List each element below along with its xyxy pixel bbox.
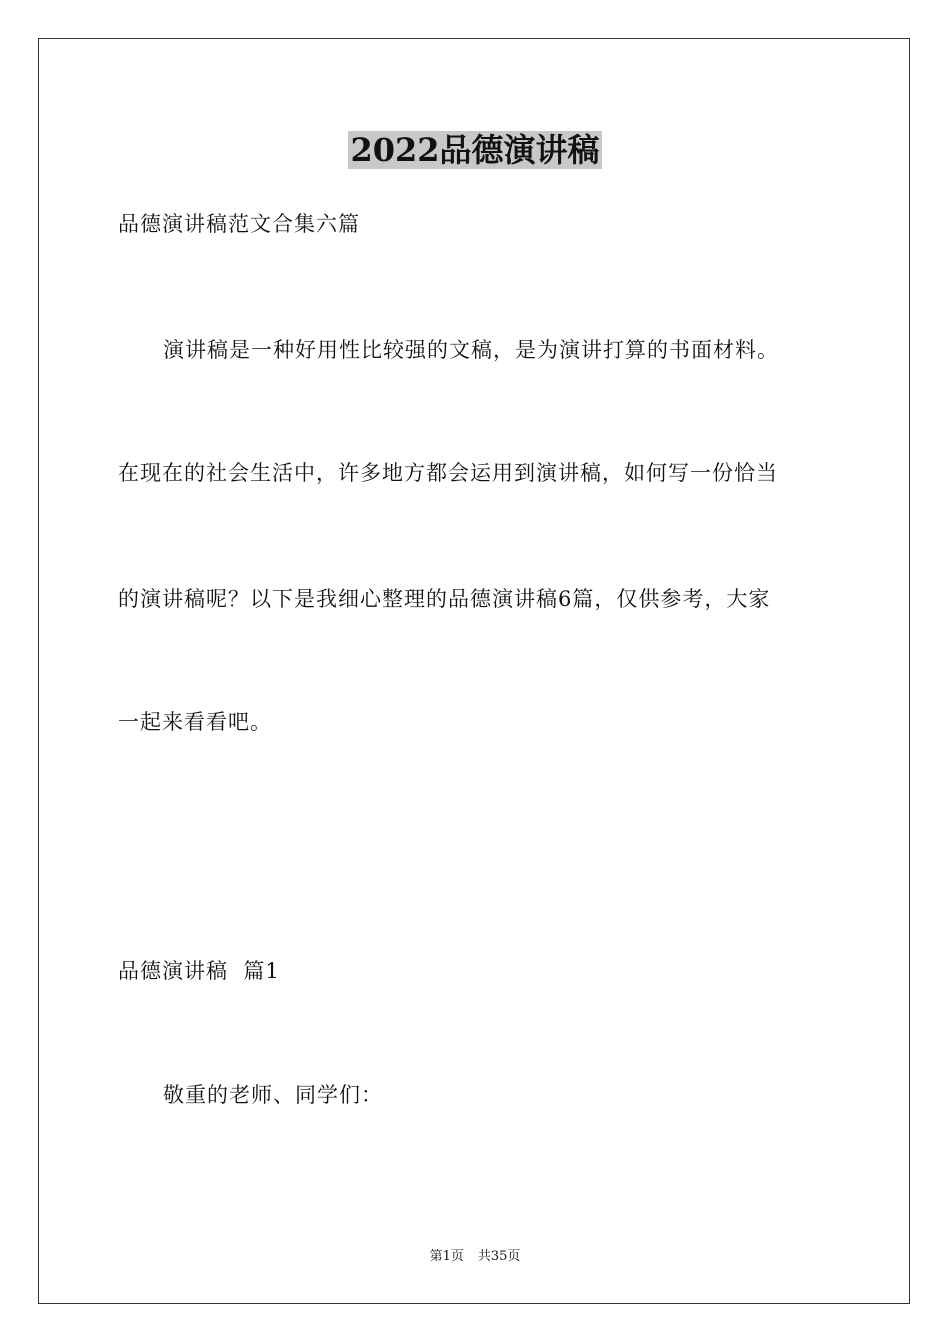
greeting-line: 敬重的老师、同学们： bbox=[163, 1083, 383, 1107]
document-title bbox=[0, 126, 950, 174]
page-footer bbox=[0, 1248, 950, 1266]
document-title-text: 2022品德演讲稿 bbox=[350, 131, 600, 169]
intro-line-2: 在现在的社会生活中，许多地方都会运用到演讲稿，如何写一份恰当 bbox=[118, 461, 778, 485]
intro-line-1: 演讲稿是一种好用性比较强的文稿，是为演讲打算的书面材料。 bbox=[163, 338, 779, 362]
page-total: 共35页 bbox=[477, 1249, 521, 1264]
section-heading: 品德演讲稿 篇1 bbox=[118, 959, 280, 983]
intro-line-4: 一起来看看吧。 bbox=[118, 710, 272, 734]
page-number: 第1页 bbox=[429, 1249, 464, 1264]
intro-line-3: 的演讲稿呢？以下是我细心整理的品德演讲稿6篇，仅供参考，大家 bbox=[118, 587, 771, 611]
document-subtitle: 品德演讲稿范文合集六篇 bbox=[118, 212, 360, 236]
